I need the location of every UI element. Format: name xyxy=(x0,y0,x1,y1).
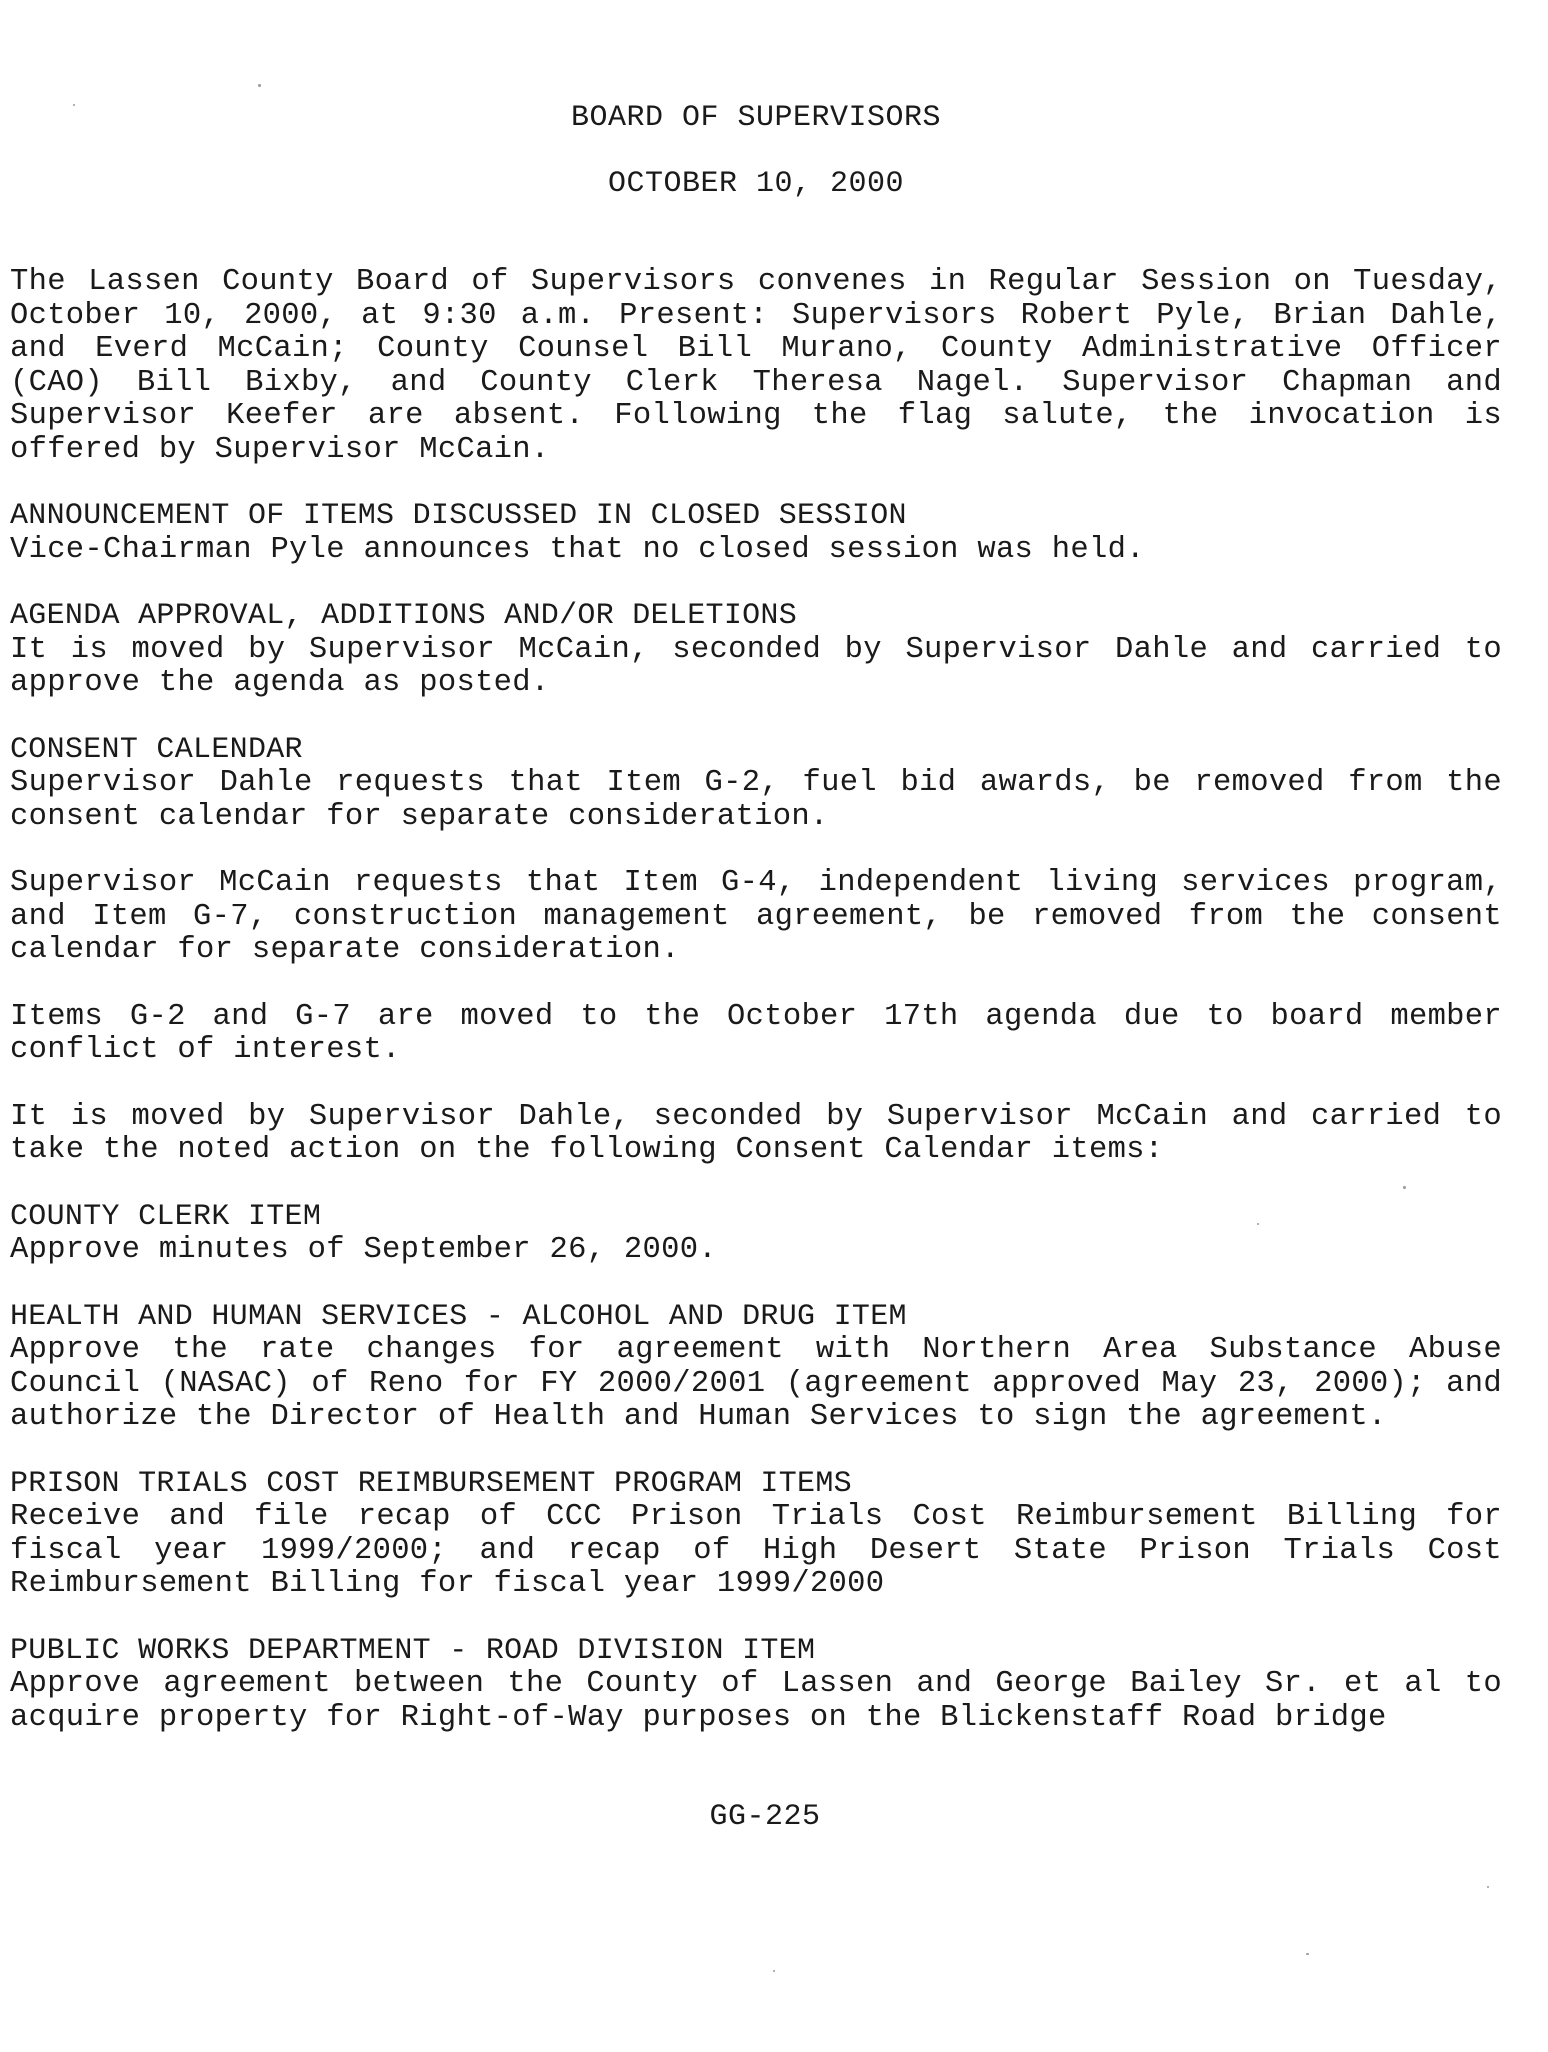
meeting-date: OCTOBER 10, 2000 xyxy=(607,167,905,201)
section-consent-calendar xyxy=(10,734,1502,835)
scan-speck xyxy=(1403,1186,1406,1189)
section-text: It is moved by Supervisor McCain, seconded by Supervisor Dahle and carried to approve the agenda as posted. xyxy=(10,632,1502,700)
item-text: Approve agreement between the County of Lassen and George Bailey Sr. et al to acquire property for Right-of-Way purposes on the Blickenstaff Road bridge xyxy=(10,1667,1502,1735)
item-text: Approve minutes of September 26, 2000. xyxy=(10,1233,717,1267)
document-title: BOARD OF SUPERVISORS xyxy=(570,101,942,135)
page-number: GG-225 xyxy=(709,1800,821,1834)
section-heading: CONSENT CALENDAR xyxy=(10,732,303,767)
item-prison-trials xyxy=(10,1468,1502,1602)
scan-speck xyxy=(773,1970,775,1972)
scan-speck xyxy=(73,104,75,106)
paragraph-mccain-request: Supervisor McCain requests that Item G-4, independent living services program, and Item G-7, construction management agreement, be removed from the consent calendar for separate consideration. xyxy=(10,866,1502,967)
scan-speck xyxy=(258,84,261,87)
section-closed-session xyxy=(10,500,1502,567)
section-text: Supervisor Dahle requests that Item G-2, fuel bid awards, be removed from the consent calendar for separate consideration. xyxy=(10,766,1502,834)
section-heading: ANNOUNCEMENT OF ITEMS DISCUSSED IN CLOSED SESSION xyxy=(10,499,907,533)
section-agenda-approval xyxy=(10,600,1502,701)
item-public-works xyxy=(10,1635,1502,1736)
section-heading: AGENDA APPROVAL, ADDITIONS AND/OR DELETIONS xyxy=(10,599,798,633)
item-text: Approve the rate changes for agreement with Northern Area Substance Abuse Council (NASAC) of Reno for FY 2000/2001 (agreement approved May 23, 2000); and authorize the Director of Health and Human Services to sign the agreement. xyxy=(10,1333,1502,1434)
item-heading: COUNTY CLERK ITEM xyxy=(10,1199,322,1234)
paragraph-consent-motion: It is moved by Supervisor Dahle, seconded by Supervisor McCain and carried to take the noted action on the following Consent Calendar items: xyxy=(10,1099,1502,1167)
intro-paragraph: The Lassen County Board of Supervisors convenes in Regular Session on Tuesday, October 10, 2000, at 9:30 a.m. Present: Supervisors Robert Pyle, Brian Dahle, and Everd McCain; County Counsel Bill Murano, County Administrative Officer (CAO) Bill Bixby, and County Clerk Theresa Nagel. Supervisor Chapman and Supervisor Keefer are absent. Following the flag salute, the invocation is offered by Supervisor McCain. xyxy=(10,265,1502,467)
scan-speck xyxy=(1306,1953,1309,1955)
item-text: Receive and file recap of CCC Prison Trials Cost Reimbursement Billing for fiscal year 1999/2000; and recap of High Desert State Prison Trials Cost Reimbursement Billing for fiscal year 1999/2000 xyxy=(10,1500,1502,1601)
item-county-clerk xyxy=(10,1201,1502,1268)
item-heading: PRISON TRIALS COST REIMBURSEMENT PROGRAM ITEMS xyxy=(10,1466,852,1501)
paragraph-moved-items: Items G-2 and G-7 are moved to the October 17th agenda due to board member conflict of interest. xyxy=(10,999,1502,1067)
document-page xyxy=(10,100,1502,1768)
scan-speck xyxy=(1487,1886,1489,1888)
item-heading: HEALTH AND HUMAN SERVICES - ALCOHOL AND DRUG ITEM xyxy=(10,1299,907,1334)
section-text: Vice-Chairman Pyle announces that no closed session was held. xyxy=(10,532,1145,567)
item-health-human-services xyxy=(10,1301,1502,1435)
item-heading: PUBLIC WORKS DEPARTMENT - ROAD DIVISION ITEM xyxy=(10,1633,816,1668)
scan-speck xyxy=(1257,1223,1259,1225)
